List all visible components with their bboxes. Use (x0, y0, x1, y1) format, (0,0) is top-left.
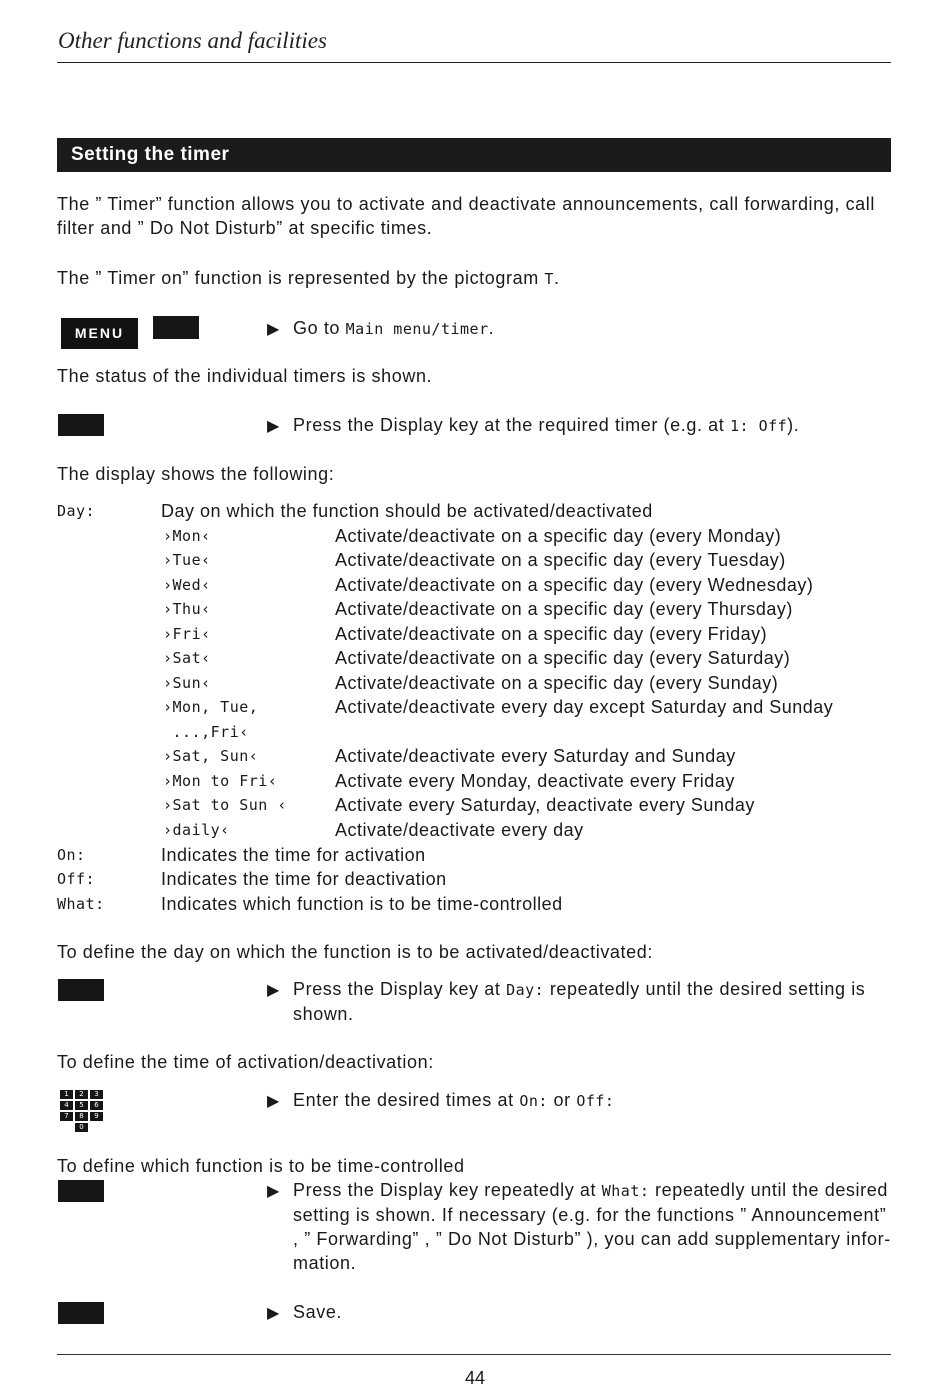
day-option-code: ›Fri‹ (163, 625, 211, 643)
display-key[interactable] (58, 1180, 104, 1202)
step-text-prefix: Go to (293, 318, 346, 338)
save-key[interactable] (58, 1302, 104, 1324)
day-option-code: ›Sat‹ (163, 649, 211, 667)
step-save (267, 1300, 891, 1326)
day-option-desc: Activate/deactivate every day (335, 820, 584, 840)
running-header: Other functions and facilities (58, 28, 327, 53)
define-time-heading: To define the time of activation/deactivation: (57, 1052, 434, 1072)
field-term-what: What: (57, 895, 105, 913)
keypad-key: 6 (90, 1101, 103, 1110)
day-option-code-continued: ...,Fri‹ (163, 723, 249, 741)
timer-pictogram-paragraph (57, 266, 891, 291)
day-option-code: ›Mon, Tue, (163, 698, 259, 716)
step-text-prefix: Press the Display key at the required timer (e.g. at (293, 415, 730, 435)
day-code: Day: (506, 981, 545, 999)
step-define-time (267, 1088, 891, 1114)
field-desc-off: Indicates the time for deactivation (161, 869, 447, 889)
day-option-desc: Activate/deactivate every Saturday and Sunday (335, 746, 736, 766)
what-code: What: (601, 1182, 650, 1200)
timer-code: 1: Off (729, 417, 788, 435)
keypad-key: 7 (60, 1112, 73, 1121)
right-triangle-icon: ▶ (267, 418, 280, 435)
on-code: On: (519, 1092, 548, 1110)
step-go-to-menu (267, 316, 891, 342)
menu-path: Main menu/timer (345, 320, 489, 338)
step-text-prefix: Enter the desired times at (293, 1090, 520, 1110)
keypad-key: 3 (90, 1090, 103, 1099)
keypad-key: 4 (60, 1101, 73, 1110)
keypad-icon[interactable] (60, 1090, 108, 1134)
step-text-prefix: Press the Display key repeatedly at (293, 1180, 602, 1200)
day-option-code: ›Sat, Sun‹ (163, 747, 259, 765)
keypad-key: 8 (75, 1112, 88, 1121)
display-shows-text: The display shows the following: (57, 464, 335, 484)
day-option-desc: Activate every Monday, deactivate every Friday (335, 771, 735, 791)
field-desc-day: Day on which the function should be activated/deactivated (161, 501, 653, 521)
day-option-code: ›Thu‹ (163, 600, 211, 618)
day-option-desc: Activate/deactivate on a specific day (every Tuesday) (335, 550, 786, 570)
day-option-desc: Activate/deactivate on a specific day (every Friday) (335, 624, 768, 644)
keypad-key: 5 (75, 1101, 88, 1110)
field-term-off: Off: (57, 870, 96, 888)
field-term-day: Day: (57, 502, 96, 520)
day-option-desc: Activate/deactivate on a specific day (every Sunday) (335, 673, 779, 693)
field-desc-what: Indicates which function is to be time-controlled (161, 894, 563, 914)
step-text (293, 318, 494, 338)
header-rule (57, 62, 891, 63)
right-triangle-icon: ▶ (267, 321, 280, 338)
day-option-code: ›daily‹ (163, 821, 230, 839)
step-text-suffix: repeatedly until the desired setting is shown. (293, 979, 866, 1024)
day-option-desc: Activate/deactivate on a specific day (every Wednesday) (335, 575, 814, 595)
keypad-key: 0 (75, 1123, 88, 1132)
keypad-key: 1 (60, 1090, 73, 1099)
step-text (293, 1178, 891, 1275)
day-option-code: ›Tue‹ (163, 551, 211, 569)
step-define-function (267, 1178, 891, 1273)
right-triangle-icon: ▶ (267, 1183, 280, 1200)
intro-paragraph: The ” Timer” function allows you to activate and deactivate announcements, call forwarding, call filter and ” Do Not Disturb” at specific times. (57, 194, 875, 238)
save-text: Save. (293, 1302, 343, 1322)
pictogram-text-suffix: . (553, 268, 560, 288)
menu-key[interactable]: MENU (61, 318, 138, 349)
day-option-code: ›Mon‹ (163, 527, 211, 545)
pictogram-text-prefix: The ” Timer on” function is represented by the pictogram (57, 268, 545, 288)
display-key[interactable] (58, 979, 104, 1001)
field-term-on: On: (57, 846, 86, 864)
timer-pictogram: T (544, 270, 554, 288)
right-triangle-icon: ▶ (267, 1305, 280, 1322)
define-day-heading: To define the day on which the function is to be activated/deactivated: (57, 942, 653, 962)
section-title: Setting the timer (57, 138, 891, 172)
step-text-prefix: Press the Display key at (293, 979, 507, 999)
day-option-code: ›Wed‹ (163, 576, 211, 594)
status-text: The status of the individual timers is shown. (57, 366, 433, 386)
day-option-code: ›Mon to Fri‹ (163, 772, 278, 790)
step-text-suffix: ). (787, 415, 800, 435)
page-number: 44 (464, 1368, 486, 1388)
step-text (293, 977, 891, 1026)
step-text-suffix: repeatedly until the desired setting is shown. If necessary (e.g. for the functions ” Announcement” , ” Forwarding” , ” Do Not Disturb” ), you can add supplementary infor-mation. (293, 1180, 891, 1273)
off-code: Off: (576, 1092, 615, 1110)
day-option-code: ›Sun‹ (163, 674, 211, 692)
step-define-day (267, 977, 891, 1024)
day-option-desc: Activate every Saturday, deactivate every Sunday (335, 795, 755, 815)
display-key[interactable] (153, 316, 199, 339)
display-key[interactable] (58, 414, 104, 436)
right-triangle-icon: ▶ (267, 1093, 280, 1110)
footer-rule (57, 1354, 891, 1355)
step-text-suffix: . (488, 318, 495, 338)
day-option-desc: Activate/deactivate every day except Saturday and Sunday (335, 697, 834, 717)
day-option-desc: Activate/deactivate on a specific day (every Saturday) (335, 648, 791, 668)
define-function-heading: To define which function is to be time-controlled (57, 1156, 465, 1176)
step-press-display-key (267, 413, 891, 439)
right-triangle-icon: ▶ (267, 982, 280, 999)
field-desc-on: Indicates the time for activation (161, 845, 426, 865)
day-option-desc: Activate/deactivate on a specific day (every Monday) (335, 526, 782, 546)
day-option-code: ›Sat to Sun ‹ (163, 796, 287, 814)
day-option-desc: Activate/deactivate on a specific day (every Thursday) (335, 599, 793, 619)
step-text-mid: or (547, 1090, 577, 1110)
keypad-key: 2 (75, 1090, 88, 1099)
keypad-key: 9 (90, 1112, 103, 1121)
